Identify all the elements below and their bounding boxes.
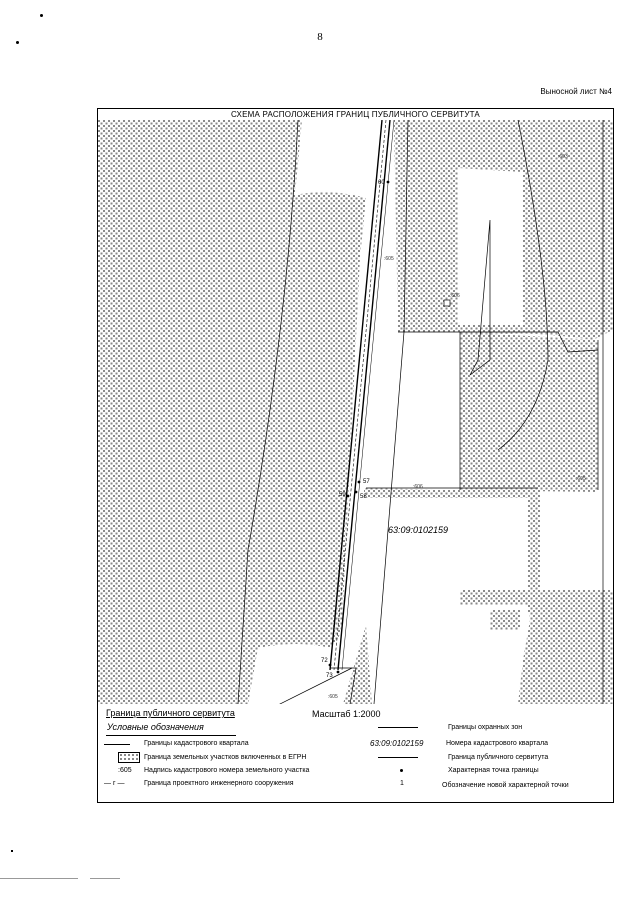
parcel-label: :606: [413, 484, 423, 490]
structure-square: [444, 300, 450, 306]
legend-symbol-dot-icon: [400, 769, 403, 772]
parcel-area-east: [460, 332, 598, 492]
legend-label: Обозначение новой характерной точки: [442, 782, 569, 789]
point-label: 72: [321, 658, 328, 664]
servitude-caption: Граница публичного сервитута: [106, 708, 235, 718]
legend-label: Характерная точка границы: [448, 767, 539, 774]
scan-speck: [16, 41, 19, 44]
legend-symbol-bold-line-icon: [378, 757, 418, 758]
scan-edge-line: [90, 878, 120, 879]
legend-heading-underline: [106, 735, 236, 736]
legend-symbol-parcel-label: :605: [118, 767, 132, 774]
scan-edge-line: [0, 878, 78, 879]
point-label: 60: [378, 180, 385, 186]
sheet-label: Выносной лист №4: [540, 87, 612, 96]
legend-label: Границы кадастрового квартала: [144, 740, 249, 747]
parcel-label: :605: [576, 476, 586, 482]
legend-label: Надпись кадастрового номера земельного участка: [144, 767, 310, 774]
legend-label: Границы охранных зон: [448, 724, 523, 731]
point-label: 73: [326, 673, 333, 679]
legend-label: Граница публичного сервитута: [448, 754, 549, 761]
map-title: СХЕМА РАСПОЛОЖЕНИЯ ГРАНИЦ ПУБЛИЧНОГО СЕРВИТУТА: [231, 110, 480, 119]
point-label: 58: [360, 494, 367, 500]
parcel-label: :605: [384, 256, 394, 262]
cadastral-map: [98, 120, 613, 704]
legend-symbol-line-icon: [104, 744, 130, 745]
quarter-number: 63:09:0102159: [388, 525, 449, 535]
legend-label: Граница земельных участков включенных в ЕГРН: [144, 754, 307, 761]
parcel-label: :605: [328, 694, 338, 700]
map-scale: Масштаб 1:2000: [312, 709, 381, 719]
legend-label: Номера кадастрового квартала: [446, 740, 549, 747]
point-label: 57: [363, 479, 370, 485]
legend-symbol-hatch-icon: [118, 752, 140, 763]
scan-speck: [40, 14, 43, 17]
legend-symbol-point-number: 1: [400, 780, 404, 787]
scan-speck: [11, 850, 13, 852]
parcel-area-west: [98, 120, 366, 704]
legend-heading: Условные обозначения: [107, 722, 204, 732]
parcel-label: :606: [450, 293, 460, 299]
legend-symbol-quarter-number: 63:09:0102159: [370, 739, 424, 748]
point-label: 59: [339, 492, 346, 498]
legend-symbol-line-icon: [378, 727, 418, 728]
legend-symbol-engineering-line: — г —: [104, 780, 125, 787]
legend-label: Граница проектного инженерного сооружения: [144, 780, 294, 787]
parcel-label: :603: [558, 154, 568, 160]
page-number: 8: [317, 31, 323, 43]
